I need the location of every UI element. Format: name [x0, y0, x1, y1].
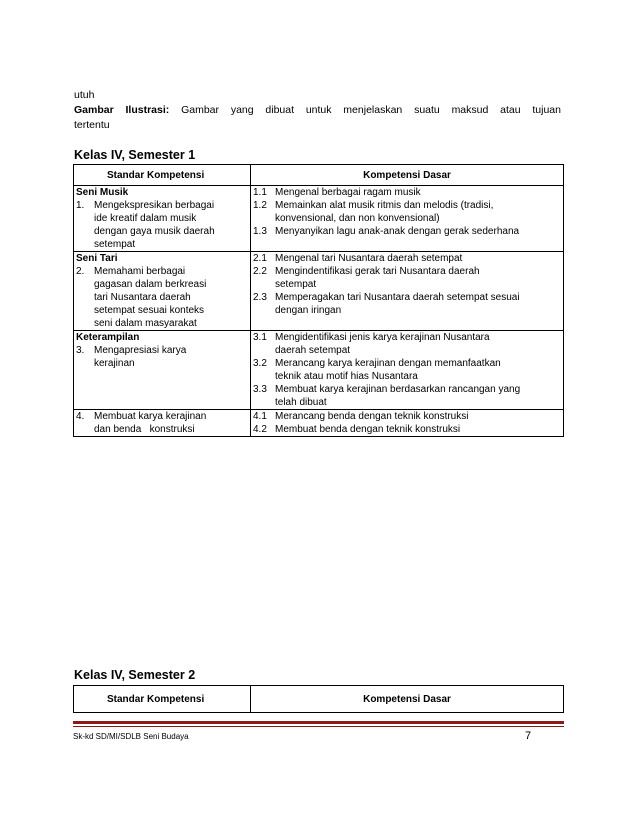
kd-text-line: setempat: [275, 279, 317, 290]
sk-text-line: kerajinan: [94, 358, 135, 369]
kd-item: [253, 199, 561, 225]
sk-text: [94, 344, 248, 370]
kd-item: [253, 265, 561, 291]
definition-line: [74, 103, 561, 118]
kd-text: [275, 331, 561, 357]
standar-kompetensi-cell: [74, 410, 251, 437]
sk-area-title: Seni Musik: [76, 187, 129, 198]
kd-text-line: daerah setempat: [275, 345, 351, 356]
sk-text-line: ide kreatif dalam musik: [94, 213, 197, 224]
kd-text-line: Memperagakan tari Nusantara daerah setempat sesuai: [275, 292, 520, 303]
kd-text: [275, 291, 561, 317]
footer-document-title: Sk-kd SD/MI/SDLB Seni Budaya: [73, 732, 189, 741]
kd-number: 2.2: [253, 266, 267, 277]
kd-text-line: teknik atau motif hias Nusantara: [275, 371, 418, 382]
sk-text-line: Membuat karya kerajinan: [94, 411, 207, 422]
sk-text-line: dengan gaya musik daerah: [94, 226, 215, 237]
kd-number: 1.2: [253, 200, 267, 211]
sk-number: 3.: [76, 345, 85, 356]
intro-line-1: utuh: [74, 89, 95, 101]
sk-item: [76, 410, 248, 436]
sk-text-line: setempat: [94, 239, 136, 250]
table-row: [74, 410, 564, 437]
kompetensi-dasar-cell: [251, 331, 564, 410]
definition-label: Gambar Ilustrasi:: [74, 104, 170, 116]
definition-continuation: tertentu: [74, 119, 110, 131]
kd-item: [253, 252, 561, 265]
kd-text-line: Membuat benda dengan teknik konstruksi: [275, 424, 461, 435]
sk-area-title: Keterampilan: [76, 332, 140, 343]
section-title-semester-2: Kelas IV, Semester 2: [74, 668, 196, 682]
kd-text-line: Mengenal tari Nusantara daerah setempat: [275, 253, 463, 264]
kd-text: [275, 225, 561, 238]
kd-text-line: dengan iringan: [275, 305, 342, 316]
table-row: [74, 331, 564, 410]
kd-item: [253, 331, 561, 357]
section-title-semester-1: Kelas IV, Semester 1: [74, 148, 196, 162]
kd-number: 4.2: [253, 424, 267, 435]
intro-text: [74, 88, 561, 133]
table-row: [74, 186, 564, 252]
kd-number: 2.1: [253, 253, 267, 264]
kd-item: [253, 291, 561, 317]
column-header-standar-kompetensi: Standar Kompetensi: [74, 165, 251, 186]
kd-text: [275, 265, 561, 291]
kd-text-line: Mengenal berbagai ragam musik: [275, 187, 421, 198]
kd-text: [275, 410, 561, 423]
sk-text-line: gagasan dalam berkreasi: [94, 279, 207, 290]
kd-text-line: Merancang benda dengan teknik konstruksi: [275, 411, 469, 422]
kd-text-line: Menyanyikan lagu anak-anak dengan gerak sederhana: [275, 226, 520, 237]
column-header-kompetensi-dasar: Kompetensi Dasar: [251, 165, 564, 186]
column-header-standar-kompetensi: Standar Kompetensi: [74, 686, 251, 713]
footer-rule-thick: [73, 721, 564, 724]
sk-item: [76, 265, 248, 330]
sk-text-line: Mengapresiasi karya: [94, 345, 187, 356]
kd-item: [253, 186, 561, 199]
kd-item: [253, 357, 561, 383]
sk-item: [76, 344, 248, 370]
kd-text: [275, 252, 561, 265]
sk-item: [76, 199, 248, 251]
kompetensi-dasar-cell: [251, 252, 564, 331]
kd-item: [253, 225, 561, 238]
competency-table-semester-2: [73, 685, 564, 713]
kd-item: [253, 410, 561, 423]
kompetensi-dasar-cell: [251, 186, 564, 252]
sk-text-line: seni dalam masyarakat: [94, 318, 197, 329]
kd-text-line: Mengidentifikasi jenis karya kerajinan Nusantara: [275, 332, 490, 343]
kd-text-line: Mengindentifikasi gerak tari Nusantara daerah: [275, 266, 480, 277]
kd-item: [253, 423, 561, 436]
sk-text-line: Mengekspresikan berbagai: [94, 200, 215, 211]
kd-number: 3.2: [253, 358, 267, 369]
kd-number: 3.3: [253, 384, 267, 395]
competency-table-semester-1: [73, 164, 564, 437]
sk-text-line: tari Nusantara daerah: [94, 292, 191, 303]
kd-text-line: Merancang karya kerajinan dengan memanfaatkan: [275, 358, 501, 369]
sk-text: [94, 199, 248, 251]
kd-number: 4.1: [253, 411, 267, 422]
kd-number: 2.3: [253, 292, 267, 303]
kd-text-line: konvensional, dan non konvensional): [275, 213, 440, 224]
kd-text-line: telah dibuat: [275, 397, 327, 408]
kd-text-line: Membuat karya kerajinan berdasarkan rancangan yang: [275, 384, 521, 395]
kd-text-line: Memainkan alat musik ritmis dan melodis (tradisi,: [275, 200, 494, 211]
kd-number: 1.3: [253, 226, 267, 237]
kd-text: [275, 383, 561, 409]
column-header-kompetensi-dasar: Kompetensi Dasar: [251, 686, 564, 713]
table-row: [74, 252, 564, 331]
sk-number: 1.: [76, 200, 85, 211]
standar-kompetensi-cell: [74, 331, 251, 410]
sk-text: [94, 410, 248, 436]
sk-text: [94, 265, 248, 330]
standar-kompetensi-cell: [74, 186, 251, 252]
kd-item: [253, 383, 561, 409]
footer-rule-thin: [73, 726, 564, 727]
kd-text: [275, 423, 561, 436]
kd-text: [275, 357, 561, 383]
kd-text: [275, 199, 561, 225]
kd-number: 1.1: [253, 187, 267, 198]
table-header-row: [74, 686, 564, 713]
sk-text-line: setempat sesuai konteks: [94, 305, 205, 316]
sk-text-line: dan benda konstruksi: [94, 424, 195, 435]
sk-text-line: Memahami berbagai: [94, 266, 186, 277]
page-number: 7: [525, 730, 532, 742]
sk-number: 2.: [76, 266, 85, 277]
kd-number: 3.1: [253, 332, 267, 343]
sk-area-title: Seni Tari: [76, 253, 118, 264]
standar-kompetensi-cell: [74, 252, 251, 331]
kd-text: [275, 186, 561, 199]
definition-text: Gambar yang dibuat untuk menjelaskan suatu maksud atau tujuan: [181, 104, 561, 116]
kompetensi-dasar-cell: [251, 410, 564, 437]
sk-number: 4.: [76, 411, 85, 422]
table-header-row: [74, 165, 564, 186]
